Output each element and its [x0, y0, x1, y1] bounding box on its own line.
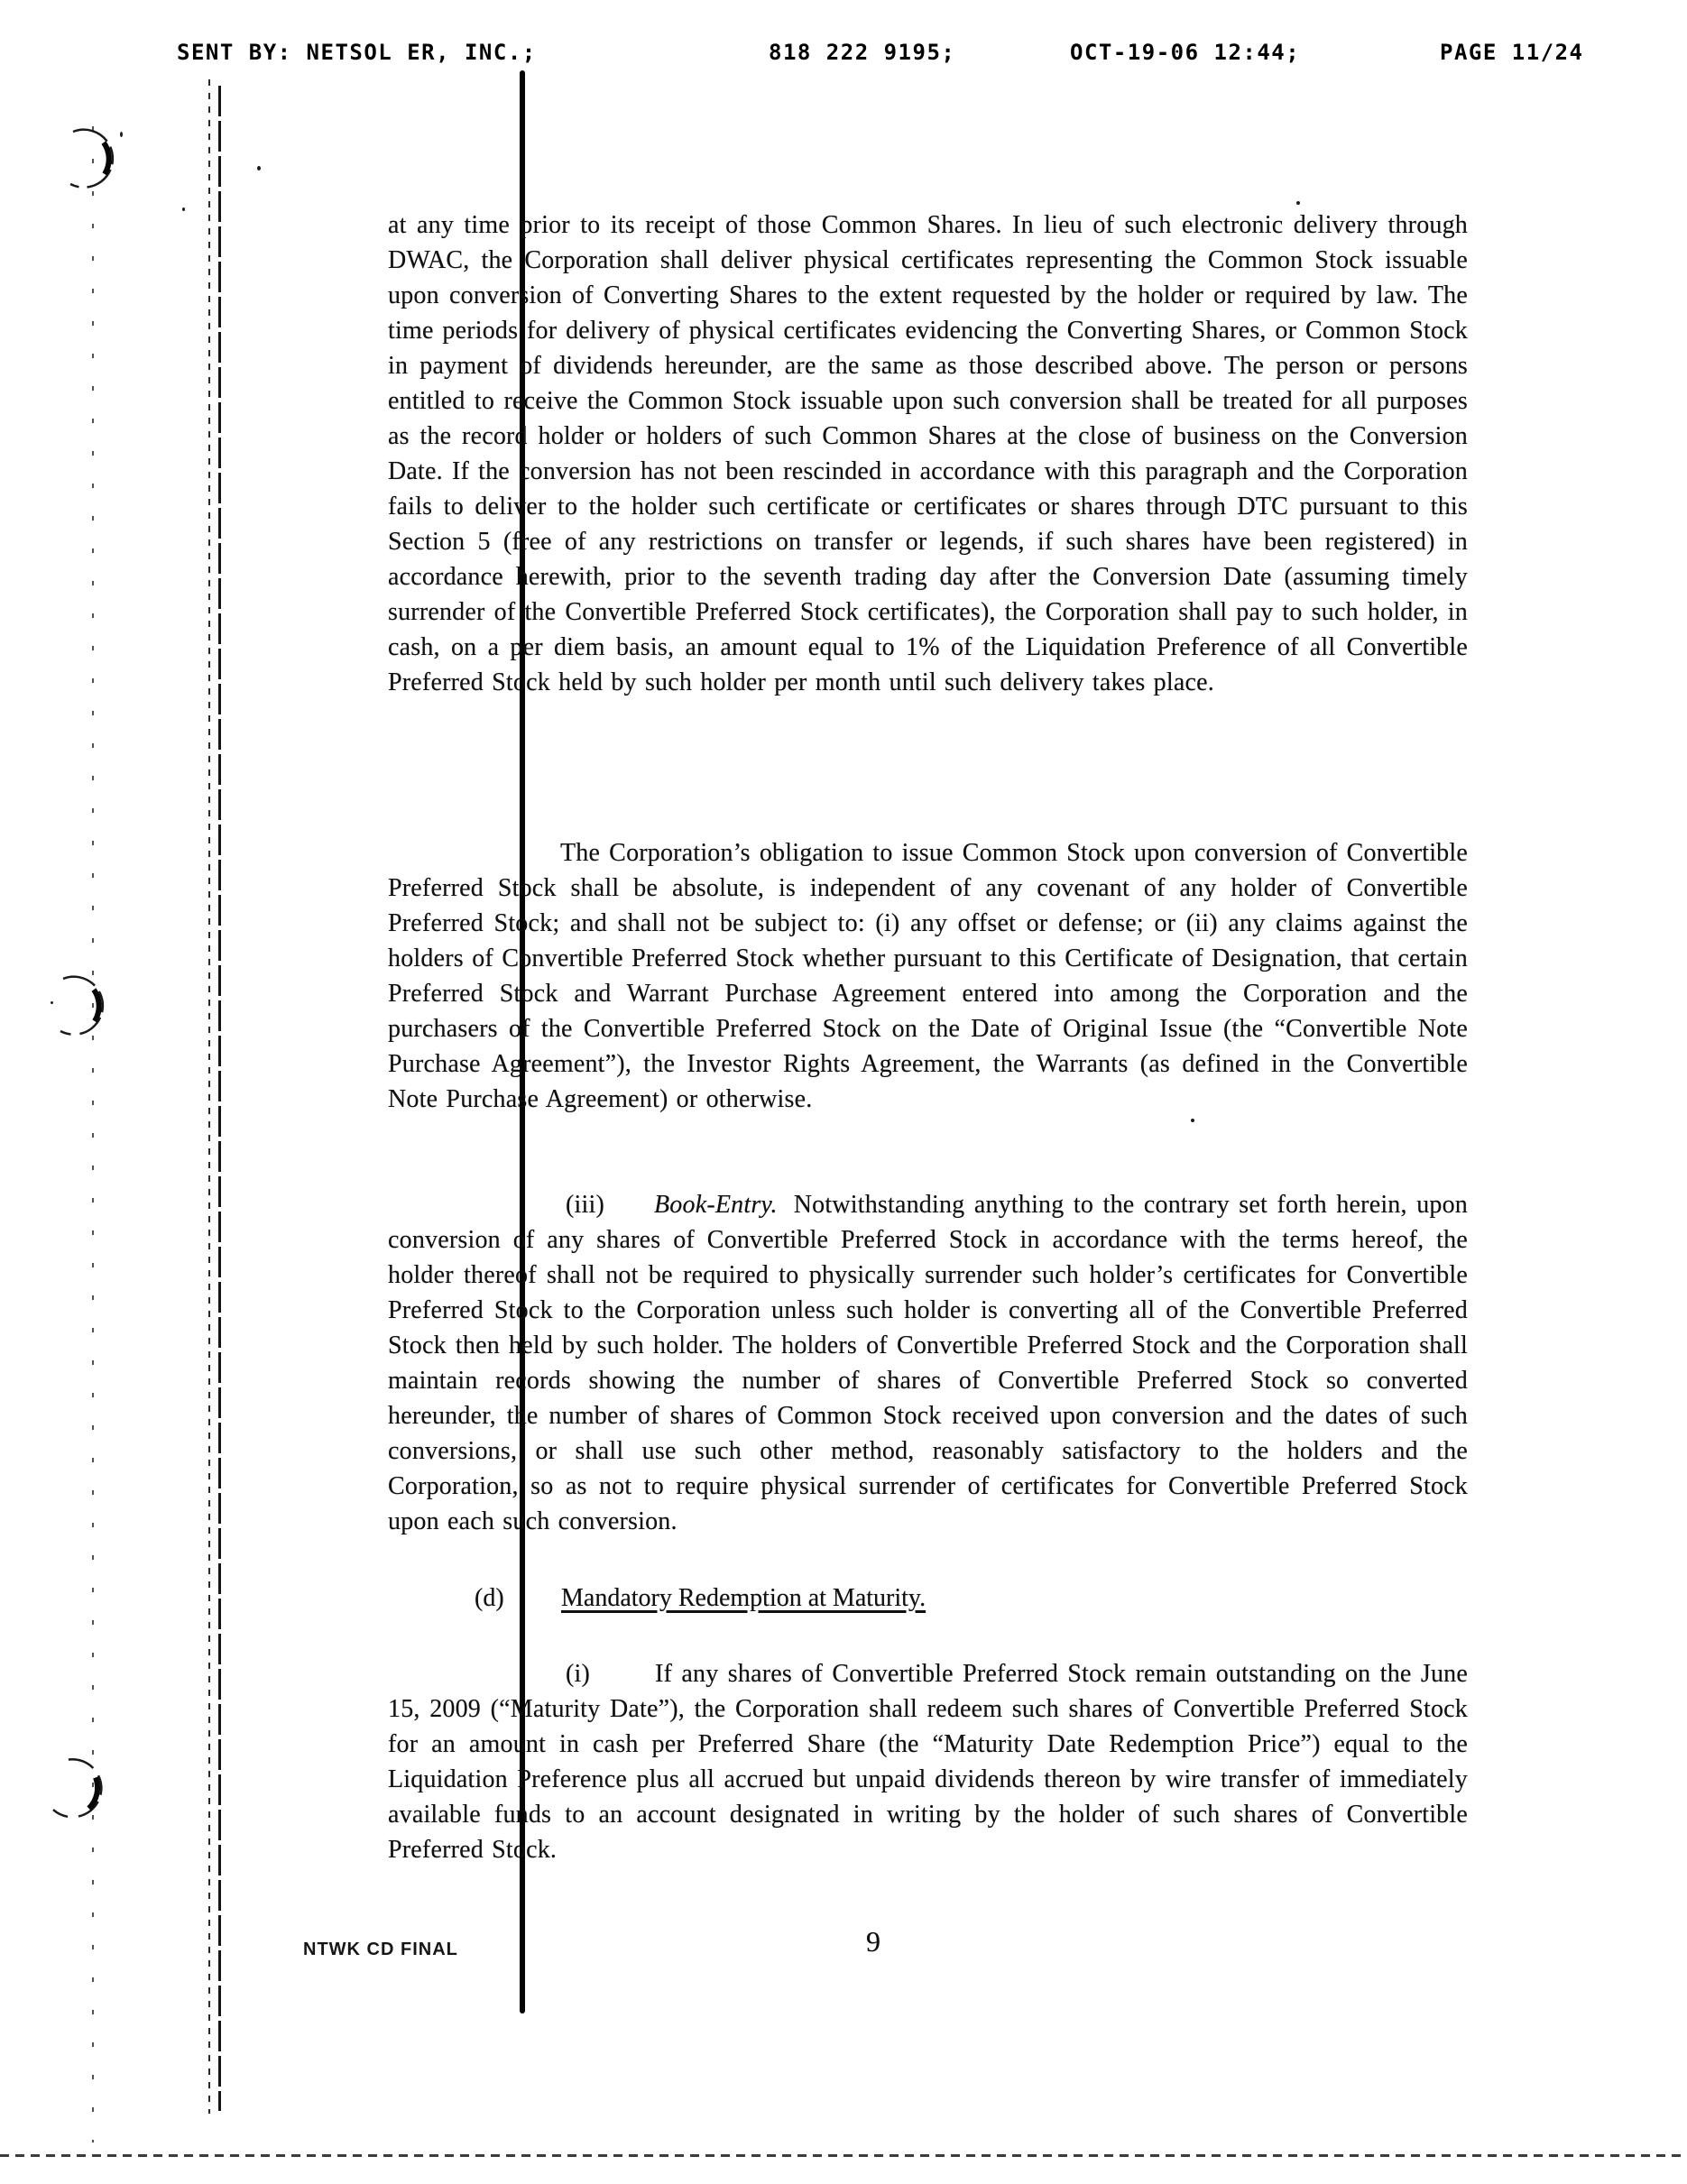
ink-speck — [120, 132, 123, 137]
hole-punch-mark — [31, 1746, 118, 1834]
paragraph-book-entry — [388, 1187, 1468, 1539]
binder-edge-dotted-line — [92, 126, 94, 2143]
ink-speck — [182, 207, 185, 211]
mandatory-redemption-text: If any shares of Convertible Preferred Stock remain outstanding on the June 15, 2009 (“Maturity Date”), the Corporation shall redeem such shares of Convertible Preferred Stock for an amount in cash per Preferred Share (the “Maturity Date Redemption Price”) equal to the Liquidation Preference plus all accrued but unpaid dividends thereon by wire transfer of immediately available funds to an account designated in writing by the holder of such shares of Convertible Preferred Stock. — [388, 1660, 1468, 1864]
paragraph-corporation-obligation: The Corporation’s obligation to issue Common Stock upon conversion of Convertible Preferred Stock shall be absolute, is independent of any covenant of any holder of Convertible Preferred Stock; and shall not be subject to: (i) any offset or defense; or (ii) any claims against the holders of Convertible Preferred Stock whether pursuant to this Certificate of Designation, that certain Preferred Stock and Warrant Purchase Agreement entered into among the Corporation and the purchasers of the Convertible Preferred Stock on the Date of Original Issue (the “Convertible Note Purchase Agreement”), the Investor Rights Agreement, the Warrants (as defined in the Convertible Note Purchase Agreement) or otherwise. — [388, 839, 1468, 1113]
document-body — [388, 0, 1468, 2184]
fax-datetime-text: OCT-19-06 12:44; — [1070, 40, 1301, 65]
book-entry-label: (iii) — [566, 1191, 604, 1219]
margin-dotted-line — [208, 79, 210, 2114]
fax-sender-text: SENT BY: NETSOL ER, INC.; — [177, 40, 537, 65]
ink-speck — [257, 166, 261, 170]
paragraph-conversion-delivery: at any time prior to its receipt of those Common Shares. In lieu of such electronic delivery through DWAC, the Corporation shall deliver physical certificates representing the Common Stock issuable upon conversion of Converting Shares to the extent requested by the holder or required by law. The time periods for delivery of physical certificates evidencing the Converting Shares, or Common Stock in payment of dividends hereunder, are the same as those described above. The person or persons entitled to receive the Common Stock issuable upon such conversion shall be treated for all purposes as the record holder or holders of such Common Shares at the close of business on the Conversion Date. If the conversion has not been rescinded in accordance with this paragraph and the Corporation fails to deliver to the holder such certificate or certificates or shares through DTC pursuant to this Section 5 (free of any restrictions on transfer or legends, if such shares have been registered) in accordance herewith, prior to the seventh trading day after the Conversion Date (assuming timely surrender of the Convertible Preferred Stock certificates), the Corporation shall pay to such holder, in cash, on a per diem basis, an amount equal to 1% of the Liquidation Preference of all Convertible Preferred Stock held by such holder per month until such delivery takes place. — [388, 211, 1468, 696]
book-entry-text: Notwithstanding anything to the contrary set forth herein, upon conversion of any shares of Convertible Preferred Stock in accordance with the terms hereof, the holder thereof shall not be required to physically surrender such holder’s certificates for Convertible Preferred Stock to the Corporation unless such holder is converting all of the Convertible Preferred Stock then held by such holder. The holders of Convertible Preferred Stock and the Corporation shall maintain records showing the number of shares of Convertible Preferred Stock so converted hereunder, the number of shares of Common Stock received upon conversion and the dates of such conversions, or shall use such other method, reasonably satisfactory to the holders and the Corporation, so as not to require physical surrender of certificates for Convertible Preferred Stock upon each such conversion. — [388, 1191, 1468, 1535]
section-d-title: Mandatory Redemption at Maturity. — [561, 1584, 926, 1612]
section-d-heading — [388, 1584, 1468, 1624]
margin-solid-line — [218, 86, 221, 2111]
ink-speck — [51, 1001, 53, 1004]
hole-punch-mark — [40, 971, 112, 1043]
footer-doc-id: NTWK CD FINAL — [303, 1940, 458, 1959]
fax-phone-text: 818 222 9195; — [769, 40, 956, 65]
book-entry-term: Book-Entry. — [654, 1191, 778, 1219]
footer-page-number: 9 — [866, 1925, 880, 1958]
mandatory-redemption-label: (i) — [566, 1660, 591, 1688]
section-d-label: (d) — [475, 1584, 504, 1612]
paragraph-mandatory-redemption — [388, 1656, 1468, 1867]
hole-punch-mark — [50, 124, 122, 196]
fax-page-counter-text: PAGE 11/24 — [1440, 40, 1584, 65]
bottom-tear-line — [0, 2154, 1687, 2157]
